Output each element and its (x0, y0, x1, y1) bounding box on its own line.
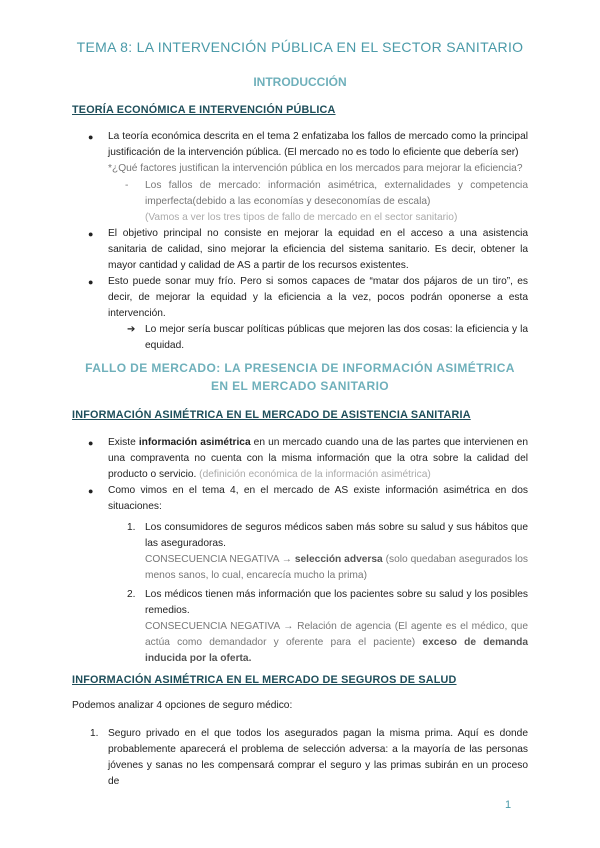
bullet-icon: ● (88, 438, 94, 448)
page-number: 1 (505, 799, 512, 811)
paragraph-text: Como vimos en el tema 4, en el mercado de AS existe información asimétrica en dos situaciones: (108, 485, 528, 512)
dash-icon: - (125, 180, 129, 191)
bullet-item (88, 129, 528, 161)
paragraph-text: Lo mejor sería buscar políticas públicas que mejoren las dos cosas: la eficiencia y la equidad. (145, 324, 528, 351)
bullet-icon: ● (88, 229, 94, 239)
item-number: 1. (90, 728, 99, 739)
question-note: *¿Qué factores justifican la intervención pública en los mercados para mejorar la eficiencia? (108, 163, 523, 174)
dash-item (125, 178, 528, 226)
item-number: 1. (127, 522, 136, 533)
bullet-item (88, 274, 528, 322)
text: CONSECUENCIA NEGATIVA → (145, 554, 295, 565)
bullet-item (88, 483, 528, 515)
paragraph-text: Los consumidores de seguros médicos saben más sobre su salud y sus hábitos que las aseguradoras. (145, 522, 528, 549)
paragraph-text: Seguro privado en el que todos los asegurados pagan la misma prima. Aquí es donde probablemente aparecerá el problema de selección adversa: a la mayoría de las personas jóvenes y sanas no les compensará comprar el seguro y las primas subirán en un proceso de (108, 728, 528, 787)
arrow-icon: ➔ (127, 324, 136, 335)
section-heading-line: FALLO DE MERCADO: LA PRESENCIA DE INFORMACIÓN ASIMÉTRICA (85, 361, 515, 375)
heading-teoria: TEORÍA ECONÓMICA E INTERVENCIÓN PÚBLICA (72, 104, 336, 116)
bullet-item (88, 226, 528, 274)
heading-asistencia: INFORMACIÓN ASIMÉTRICA EN EL MERCADO DE ASISTENCIA SANITARIA (72, 409, 471, 421)
bold-text: información asimétrica (138, 437, 251, 448)
intro-heading: INTRODUCCIÓN (253, 75, 347, 89)
section-heading-line: EN EL MERCADO SANITARIO (210, 379, 390, 393)
numbered-item (90, 726, 528, 790)
numbered-item (127, 587, 529, 667)
text: en un mercado cuando una de las partes que intervienen en una compraventa no cuenta con la misma información que la otra sobre la calidad del producto o servicio. (108, 437, 528, 480)
bullet-icon: ● (88, 132, 94, 142)
arrow-item (127, 322, 528, 354)
paragraph-text: Esto puede sonar muy frío. Pero si somos capaces de “matar dos pájaros de un tiro”, es decir, de mejorar la equidad y la eficiencia a la vez, pocos podrán oponerse a esta intervención. (108, 276, 528, 319)
paragraph-text: El objetivo principal no consiste en mejorar la equidad en el acceso a una asistencia sanitaria de calidad, sino mejorar la eficiencia del sistema sanitario. Es decir, obtener la mayor cantidad y calidad de AS a partir de los recursos existentes. (108, 228, 528, 271)
bullet-item (88, 435, 528, 483)
bold-text: selección adversa (294, 554, 383, 565)
bold-text: exceso de demanda inducida por la oferta. (145, 637, 529, 664)
bullet-icon: ● (88, 277, 94, 287)
text: CONSECUENCIA NEGATIVA → Relación de agencia (El agente es el médico, que actúa como demandador y oferente para el paciente) (145, 621, 528, 648)
definition-note: (definición económica de la información asimétrica) (199, 469, 431, 480)
paragraph-text: La teoría económica descrita en el tema 2 enfatizaba los fallos de mercado como la principal justificación de la intervención pública. (El mercado no es todo lo eficiente que debería ser) (108, 131, 528, 158)
document-title: TEMA 8: LA INTERVENCIÓN PÚBLICA EN EL SECTOR SANITARIO (76, 39, 524, 55)
paragraph-text: Los médicos tienen más información que los pacientes sobre su salud y los posibles remedios. (145, 589, 528, 616)
paragraph-text: Los fallos de mercado: información asimétrica, externalidades y competencia imperfecta(debido a las economías y deseconomías de escala) (145, 180, 528, 207)
dash-note: (Vamos a ver los tres tipos de fallo de mercado en el sector sanitario) (145, 212, 458, 223)
bullet-icon: ● (88, 486, 94, 496)
paragraph: Podemos analizar 4 opciones de seguro médico: (72, 700, 293, 711)
section-heading (0, 359, 600, 395)
text: (solo quedaban asegurados los menos sanos, lo cual, encarecía mucho la prima) (145, 554, 528, 581)
item-number: 2. (127, 589, 136, 600)
heading-seguros: INFORMACIÓN ASIMÉTRICA EN EL MERCADO DE SEGUROS DE SALUD (72, 674, 457, 686)
text: Existe (108, 437, 139, 448)
numbered-item (127, 520, 528, 584)
